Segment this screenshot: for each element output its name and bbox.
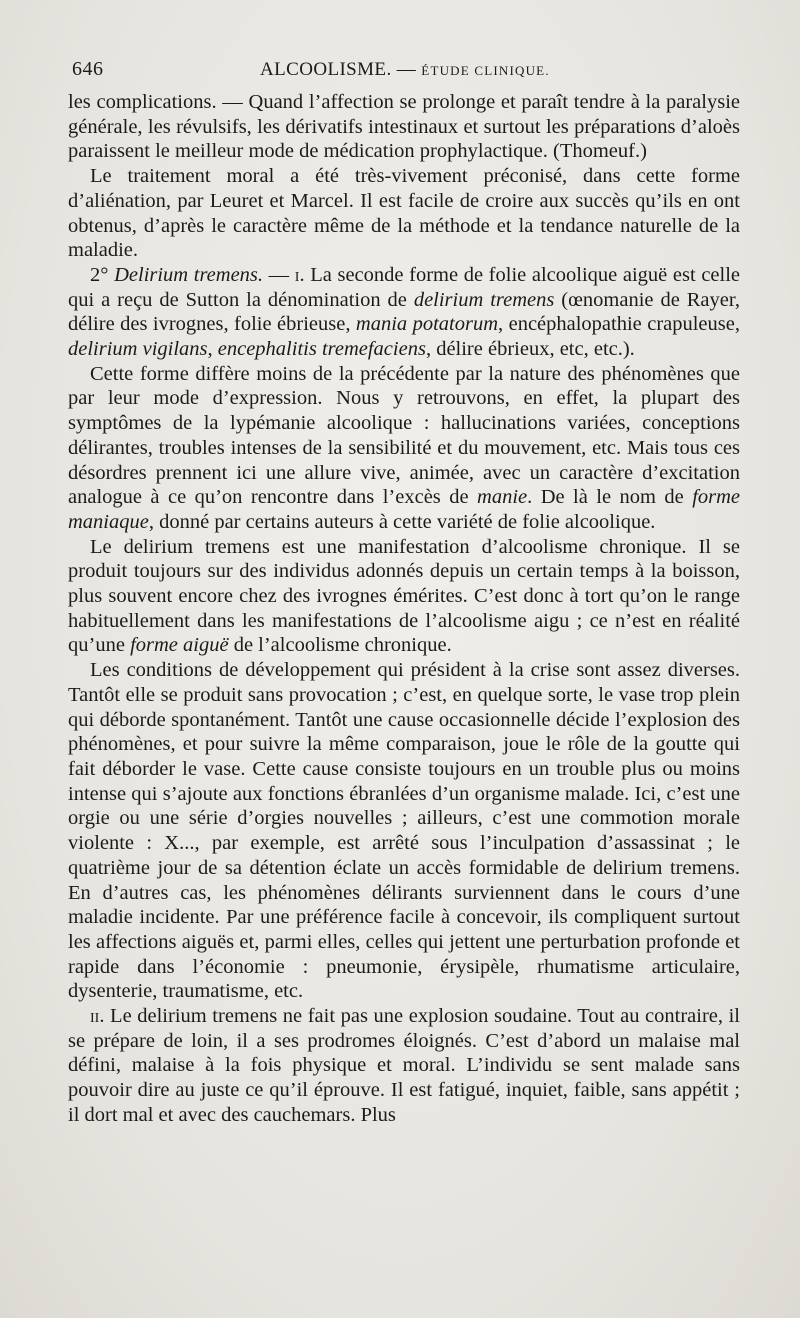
page-number: 646 bbox=[72, 58, 104, 80]
italic-text: encephalitis tremefaciens bbox=[217, 338, 426, 361]
text-run: , bbox=[207, 338, 218, 361]
italic-text: forme maniaque bbox=[68, 486, 741, 533]
text-run: les complications. — Quand l’affection se prolonge et paraît tendre à la paralysie générale, les révulsifs, les dérivatifs intestinaux et surtout les préparations d’aloès paraissent le meilleur mode de médication prophylactique. (Thomeuf.) bbox=[68, 91, 740, 163]
running-header bbox=[72, 58, 738, 88]
paragraph bbox=[68, 263, 740, 362]
text-run: 2° bbox=[90, 263, 115, 286]
text-run: — bbox=[263, 263, 295, 286]
text-run: Le traitement moral a été très-vivement préconisé, dans cette forme d’aliénation, par Leuret et Marcel. Il est facile de croire aux succès qu’ils en ont obtenus, d’après le caractère même de la méthode et la tendance naturelle de la maladie. bbox=[68, 165, 740, 262]
italic-text: forme aiguë bbox=[130, 634, 229, 657]
italic-text: manie bbox=[477, 486, 528, 509]
chapter-title: ALCOOLISME. bbox=[260, 59, 392, 80]
text-run: . De là le nom de bbox=[527, 486, 693, 509]
text-run: La seconde forme de folie alcoolique aiguë est celle qui a reçu de Sutton la dénomination de bbox=[68, 263, 741, 311]
paragraph bbox=[68, 535, 740, 659]
title-separator: — bbox=[391, 59, 422, 80]
running-title bbox=[260, 59, 550, 81]
text-run: Le delirium tremens ne fait pas une explosion soudaine. Tout au contraire, il se prépare de loin, il a ses prodromes éloignés. C’est d’abord un malaise mal défini, malaise à la fois physique et moral. L’individu se sent malade sans pouvoir dire au juste ce qu’il éprouve. Il est fatigué, inquiet, faible, sans appétit ; il dort mal et avec des cauchemars. Plus bbox=[68, 1005, 740, 1126]
paragraph bbox=[68, 90, 740, 164]
text-run: , délire ébrieux, etc, etc.). bbox=[425, 338, 635, 361]
paragraph bbox=[68, 164, 740, 263]
body-text bbox=[68, 90, 740, 1128]
paragraph bbox=[68, 1004, 740, 1128]
paragraph bbox=[68, 362, 740, 535]
text-run: Les conditions de développement qui président à la crise sont assez diverses. Tantôt elle se produit sans provocation ; c’est, en quelque sorte, le vase trop plein qui déborde spontanément. Tantôt une cause occasionnelle décide l’explosion des phénomènes, et pour suivre la même comparaison, joue le rôle de la goutte qui fait déborder le vase. Cette cause consiste toujours en un trouble plus ou moins intense qui s’ajoute aux fonctions ébranlées d’un organisme malade. Ici, c’est une orgie ou une série d’orgies nouvelles ; ailleurs, c’est une commotion morale violente : X..., par exemple, est arrêté sous l’inculpation d’assassinat ; le quatrième jour de sa détention éclate un accès formidable de delirium tremens. En d’autres cas, les phénomènes délirants surviennent dans le cours d’une maladie incidente. Par une préférence facile à concevoir, ils compliquent surtout les affections aiguës et, parmi elles, celles qui jettent une perturbation profonde et rapide dans l’économie : pneumonie, érysipèle, rhumatisme articulaire, dysenterie, traumatisme, etc. bbox=[68, 659, 740, 1003]
text-run: Cette forme diffère moins de la précédente par la nature des phénomènes que par leur mode d’expression. Nous y retrouvons, en effet, la plupart des symptômes de la lypémanie alcoolique : hallucinations variées, conceptions délirantes, troubles intenses de la sensibilité et du mouvement, etc. Mais tous ces désordres prennent ici une allure vive, animée, avec un caractère d’excitation analogue à ce qu’on rencontre dans l’excès de bbox=[68, 362, 740, 509]
text-run: Le delirium tremens est une manifestation d’alcoolisme chronique. Il se produit toujours sur des individus adonnés depuis un certain temps à la boisson, plus souvent encore chez des ivrognes émérites. C’est donc à tort qu’on le range habituellement dans les manifestations de l’alcoolisme aigu ; ce n’est en réalité qu’une bbox=[68, 535, 740, 657]
text-run: , encéphalopathie crapuleuse, bbox=[498, 313, 740, 336]
chapter-subtitle: ÉTUDE CLINIQUE. bbox=[421, 63, 550, 78]
text-run: ii. bbox=[90, 1005, 105, 1028]
italic-text: delirium vigilans bbox=[68, 338, 208, 361]
text-run: de l’alcoolisme chronique. bbox=[228, 634, 452, 657]
italic-text: Delirium tremens. bbox=[114, 263, 264, 286]
italic-text: mania potatorum bbox=[355, 313, 499, 336]
text-run: , donné par certains auteurs à cette variété de folie alcoolique. bbox=[148, 510, 656, 533]
paragraph bbox=[68, 658, 740, 1004]
italic-text: delirium tremens bbox=[413, 288, 555, 311]
text-run: i. bbox=[294, 263, 305, 286]
text-run: (œnomanie de Rayer, délire des ivrognes, folie ébrieuse, bbox=[68, 288, 740, 336]
